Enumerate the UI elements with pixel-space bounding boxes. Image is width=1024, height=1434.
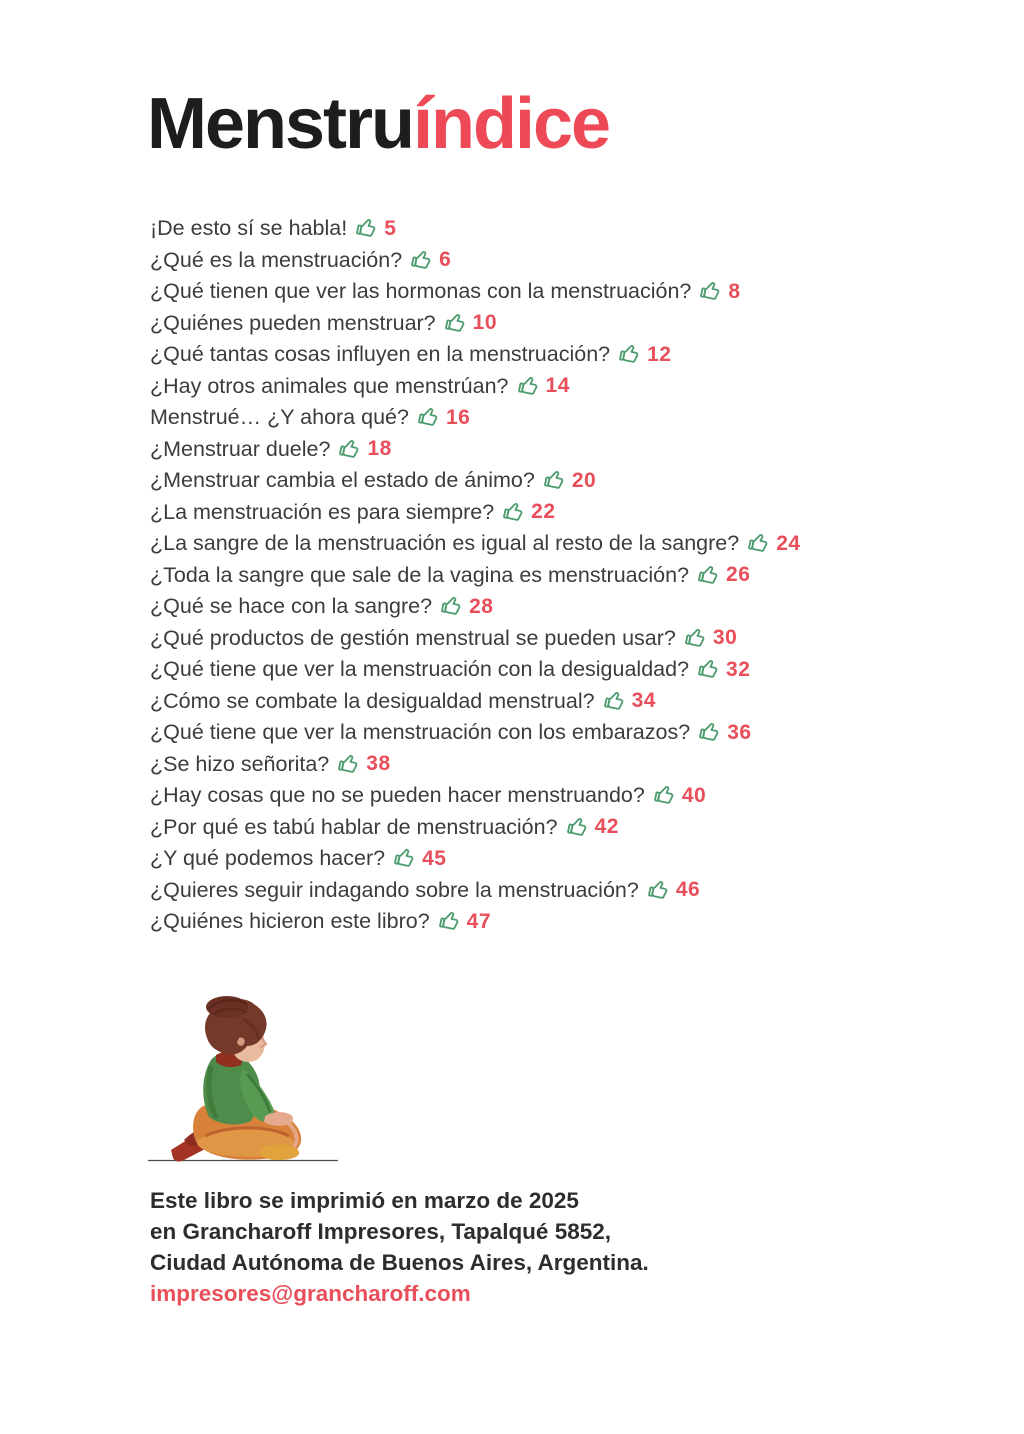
thumbs-up-icon	[654, 784, 677, 807]
toc-item-label: ¿Quiénes hicieron este libro?	[150, 909, 430, 934]
toc-item-page-number: 32	[726, 657, 751, 681]
toc-item	[150, 371, 801, 403]
thumbs-up-icon	[700, 280, 723, 303]
toc-item-page-number: 5	[384, 216, 397, 240]
thumbs-up-icon	[503, 501, 526, 524]
thumbs-up-icon	[394, 847, 417, 870]
thumbs-up-icon	[698, 658, 721, 681]
toc-item	[150, 843, 801, 875]
toc-item-page-number: 26	[726, 563, 751, 587]
toc-item	[150, 654, 801, 686]
toc-item-label: ¿Qué tantas cosas influyen en la menstruación?	[150, 342, 611, 367]
toc-item-label: ¿La sangre de la menstruación es igual al resto de la sangre?	[150, 531, 740, 556]
toc-item-page-number: 38	[366, 752, 391, 776]
toc-item	[150, 717, 801, 749]
toc-item-page-number: 24	[776, 531, 801, 555]
thumbs-up-icon	[648, 879, 671, 902]
thumbs-up-icon	[604, 690, 627, 713]
toc-item-page-number: 42	[594, 815, 619, 839]
toc-item-label: ¿Qué tienen que ver las hormonas con la menstruación?	[150, 279, 692, 304]
thumbs-up-icon	[544, 469, 567, 492]
toc-item-page-number: 10	[472, 311, 498, 335]
page-title	[147, 84, 610, 164]
toc-item-page-number: 36	[727, 720, 752, 744]
thumbs-up-icon	[356, 217, 379, 240]
toc-item-page-number: 16	[445, 405, 471, 429]
toc-item-label: ¿Qué productos de gestión menstrual se pueden usar?	[150, 625, 676, 650]
toc-item-label: ¿Quieres seguir indagando sobre la menstruación?	[150, 877, 639, 902]
thumbs-up-icon	[339, 438, 362, 461]
toc-item-page-number: 34	[631, 689, 656, 713]
toc-item-label: ¿La menstruación es para siempre?	[150, 499, 495, 524]
toc-item-label: ¿Hay otros animales que menstrúan?	[150, 373, 509, 398]
toc-item-label: ¿Qué es la menstruación?	[150, 247, 403, 272]
toc-item-page-number: 20	[571, 468, 597, 492]
toc-item-page-number: 40	[681, 783, 707, 807]
thumbs-up-icon	[567, 816, 590, 839]
toc-item	[150, 812, 801, 844]
toc-item-page-number: 46	[675, 878, 701, 902]
toc-item-label: Menstrué… ¿Y ahora qué?	[150, 405, 409, 430]
thumbs-up-icon	[338, 753, 361, 776]
thumbs-up-icon	[518, 375, 541, 398]
toc-item-page-number: 6	[439, 248, 452, 272]
toc-item	[150, 875, 801, 907]
toc-item	[150, 497, 801, 529]
toc-item-label: ¿Menstruar duele?	[150, 436, 331, 461]
toc-item	[150, 591, 801, 623]
toc-item-label: ¡De esto sí se habla!	[150, 216, 348, 241]
toc-item	[150, 623, 801, 655]
toc-item	[150, 465, 801, 497]
toc-item-page-number: 8	[728, 279, 741, 303]
toc-item-page-number: 14	[545, 374, 570, 398]
toc-item	[150, 560, 801, 592]
thumbs-up-icon	[619, 343, 642, 366]
thumbs-up-icon	[411, 249, 434, 272]
print-info-line: Ciudad Autónoma de Buenos Aires, Argentina.	[150, 1250, 649, 1275]
toc-item-page-number: 30	[712, 626, 738, 650]
toc-item	[150, 213, 801, 245]
toc-item	[150, 434, 801, 466]
toc-item-label: ¿Cómo se combate la desigualdad menstrual?	[150, 688, 595, 713]
title-part-black: Menstru	[147, 84, 414, 164]
toc-item-page-number: 28	[469, 594, 494, 618]
toc-item	[150, 308, 801, 340]
printer-email: impresores@grancharoff.com	[150, 1281, 471, 1306]
toc-item-label: ¿Qué tiene que ver la menstruación con los embarazos?	[150, 720, 691, 745]
print-info-line: Este libro se imprimió en marzo de 2025	[150, 1188, 579, 1213]
thumbs-up-icon	[699, 721, 722, 744]
toc-item	[150, 402, 801, 434]
thumbs-up-icon	[698, 564, 721, 587]
toc-item-label: ¿Se hizo señorita?	[150, 751, 330, 776]
toc-item-page-number: 47	[466, 909, 492, 933]
seated-person-illustration	[147, 994, 342, 1166]
toc-item	[150, 780, 801, 812]
toc-item	[150, 686, 801, 718]
toc-item-label: ¿Qué tiene que ver la menstruación con la desigualdad?	[150, 657, 690, 682]
thumbs-up-icon	[445, 312, 468, 335]
toc-item-page-number: 18	[367, 437, 392, 461]
toc-item-label: ¿Quiénes pueden menstruar?	[150, 310, 436, 335]
toc-item	[150, 245, 801, 277]
toc-item-page-number: 45	[422, 846, 447, 870]
toc-item-label: ¿Por qué es tabú hablar de menstruación?	[150, 814, 558, 839]
toc-item	[150, 528, 801, 560]
toc-item	[150, 906, 801, 938]
toc-item-label: ¿Y qué podemos hacer?	[150, 846, 386, 871]
thumbs-up-icon	[685, 627, 708, 650]
toc-item	[150, 276, 801, 308]
toc-item-label: ¿Menstruar cambia el estado de ánimo?	[150, 468, 535, 493]
toc-item-label: ¿Toda la sangre que sale de la vagina es menstruación?	[150, 562, 690, 587]
toc-item-page-number: 12	[647, 342, 672, 366]
thumbs-up-icon	[748, 532, 771, 555]
title-part-red: índice	[413, 84, 610, 164]
thumbs-up-icon	[439, 910, 462, 933]
toc-item-label: ¿Hay cosas que no se pueden hacer menstruando?	[150, 783, 645, 808]
thumbs-up-icon	[441, 595, 464, 618]
toc-item-page-number: 22	[531, 500, 556, 524]
toc-list	[150, 213, 801, 938]
toc-item-label: ¿Qué se hace con la sangre?	[150, 594, 433, 619]
print-info	[150, 1185, 649, 1309]
print-info-line: en Grancharoff Impresores, Tapalqué 5852,	[150, 1219, 611, 1244]
thumbs-up-icon	[418, 406, 441, 429]
toc-item	[150, 339, 801, 371]
toc-item	[150, 749, 801, 781]
